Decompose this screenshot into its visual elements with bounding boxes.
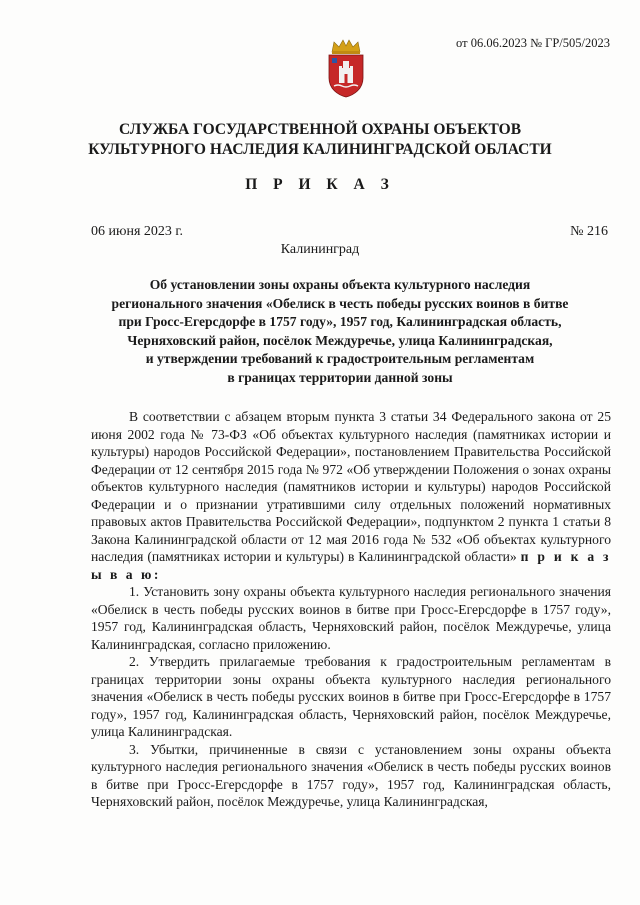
subject-line: в границах территории данной зоны — [227, 369, 453, 385]
document-city: Калининград — [280, 242, 360, 257]
subject-line: при Гросс-Егерсдорфе в 1757 году», 1957 год, Калининградская область, — [118, 314, 562, 329]
subject-line: Об установлении зоны охраны объекта культурного наследия — [149, 277, 531, 292]
subject-line: и утверждении требований к градостроительным регламентам — [145, 351, 535, 366]
kaliningrad-coat-of-arms-icon — [324, 38, 368, 98]
subject-line: регионального значения «Обелиск в честь победы русских воинов в битве — [111, 295, 569, 311]
preamble-text: В соответствии с абзацем вторым пункта 3 статьи 34 Федерального закона от 25 июня 2002 года № 73-ФЗ «Об объектах культурного наследия (памятниках истории и культуры) народов Российской Федерации», постановлением Правительства Российской Федерации от 12 сентября 2015 года № 972 «Об утверждении Положения о зонах охраны объектов культурного наследия (памятников истории и культуры) народов Российской Федерации и о признании утратившими силу отдельных положений нормативных правовых актов Правительства Российской Федерации», подпунктом 2 пункта 1 статьи 8 Закона Калининградской области от 12 мая 2016 года № 532 «Об объектах культурного наследия (памятниках истории и культуры) в Калининградской области» — [91, 409, 611, 564]
item-1-paragraph: 1. Установить зону охраны объекта культурного наследия регионального значения «Обелиск в честь победы русских воинов в битве при Гросс-Егерсдорфе в 1757 году», 1957 год, Калининградская область, Черняховский район, посёлок Междуречье, улица Калининградская, согласно приложению. — [91, 584, 611, 652]
item-2-paragraph: 2. Утвердить прилагаемые требования к градостроительным регламентам в границах территории зоны охраны объекта культурного наследия регионального значения «Обелиск в честь победы русских воинов в битве при Гросс-Егерсдорфе в 1757 году», 1957 год, Калининградская область, Черняховский район, посёлок Междуречье, улица Калининградская. — [91, 654, 611, 739]
document-type: П Р И К А З — [245, 176, 395, 193]
agency-line-2: КУЛЬТУРНОГО НАСЛЕДИЯ КАЛИНИНГРАДСКОЙ ОБЛАСТИ — [88, 141, 552, 158]
document-date: 06 июня 2023 г. — [91, 224, 184, 239]
document-body — [91, 408, 611, 811]
document-subject — [90, 276, 590, 387]
agency-line-1: СЛУЖБА ГОСУДАРСТВЕННОЙ ОХРАНЫ ОБЪЕКТОВ — [118, 121, 522, 138]
item-3-paragraph: 3. Убытки, причиненные в связи с установлением зоны охраны объекта культурного наследия регионального значения «Обелиск в честь победы русских воинов в битве при Гросс-Егерсдорфе в 1757 году», 1957 год, Калининградская область, Черняховский район, посёлок Междуречье, улица Калининградская, — [91, 741, 611, 809]
document-number: № 216 — [570, 224, 608, 239]
agency-name — [0, 120, 640, 160]
order-word: п р и к а з ы в а ю: — [91, 549, 612, 582]
registration-number: от 06.06.2023 № ГР/505/2023 — [456, 36, 610, 50]
preamble-paragraph — [91, 408, 611, 583]
subject-line: Черняховский район, посёлок Междуречье, улица Калининградская, — [127, 332, 553, 348]
